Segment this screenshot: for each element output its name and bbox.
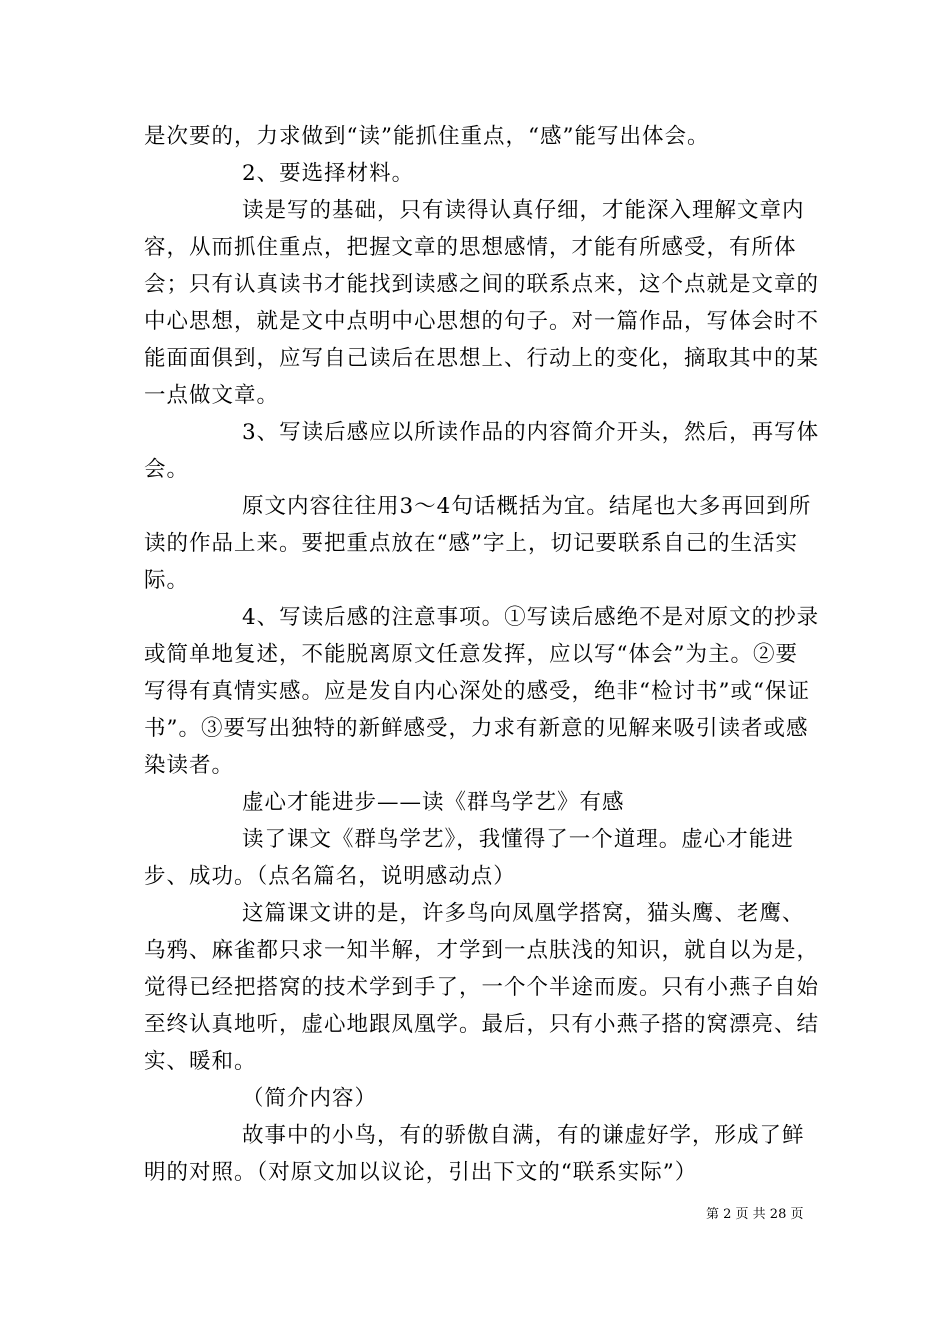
paragraph-continuation: 是次要的，力求做到“读”能抓住重点，“感”能写出体会。 — [144, 124, 710, 149]
paragraph-heading-3: 3、写读后感应以所读作品的内容简介开头，然后，再写体会。 — [144, 420, 820, 482]
paragraph-reading-basis: 读是写的基础，只有读得认真仔细，才能深入理解文章内容，从而抓住重点，把握文章的思想感情，才能有所感受，有所体会；只有认真读书才能找到读感之间的联系点来，这个点就是文章的中心思想，就是文中点明中心思想的句子。对一篇作品，写体会时不能面面俱到，应写自己读后在思想上、行动上的变化，摘取其中的某一点做文章。 — [144, 198, 820, 408]
paragraph-comment: 故事中的小鸟，有的骄傲自满，有的谦虚好学，形成了鲜明的对照。（对原文加以议论，引出下文的“联系实际”） — [144, 1123, 805, 1185]
paragraph-note: （简介内容） — [242, 1086, 378, 1111]
paragraph-original-summary: 原文内容往往用3～4句话概括为宜。结尾也大多再回到所读的作品上来。要把重点放在“感”字上，切记要联系自己的生活实际。 — [144, 494, 812, 593]
paragraph-heading-4: 4、写读后感的注意事项。①写读后感绝不是对原文的抄录或简单地复述，不能脱离原文任意发挥，应以写“体会”为主。②要写得有真情实感。应是发自内心深处的感受，绝非“检讨书”或“保证书”。③要写出独特的新鲜感受，力求有新意的见解来吸引读者或感染读者。 — [144, 605, 820, 778]
paragraph-essay-intro: 读了课文《群鸟学艺》，我懂得了一个道理。虚心才能进步、成功。（点名篇名，说明感动点） — [144, 827, 794, 889]
paragraph-story-summary: 这篇课文讲的是，许多鸟向凤凰学搭窝，猫头鹰、老鹰、乌鸦、麻雀都只求一知半解，才学到一点肤浅的知识，就自以为是，觉得已经把搭窝的技术学到手了，一个个半途而废。只有小燕子自始至终认真地听，虚心地跟凤凰学。最后，只有小燕子搭的窝漂亮、结实、暖和。 — [144, 901, 820, 1074]
page-number-footer: 第 2 页 共 28 页 — [706, 1207, 804, 1222]
document-body — [144, 118, 820, 1191]
essay-title: 虚心才能进步——读《群鸟学艺》有感 — [242, 790, 625, 815]
paragraph-heading-2: 2、要选择材料。 — [242, 161, 415, 186]
